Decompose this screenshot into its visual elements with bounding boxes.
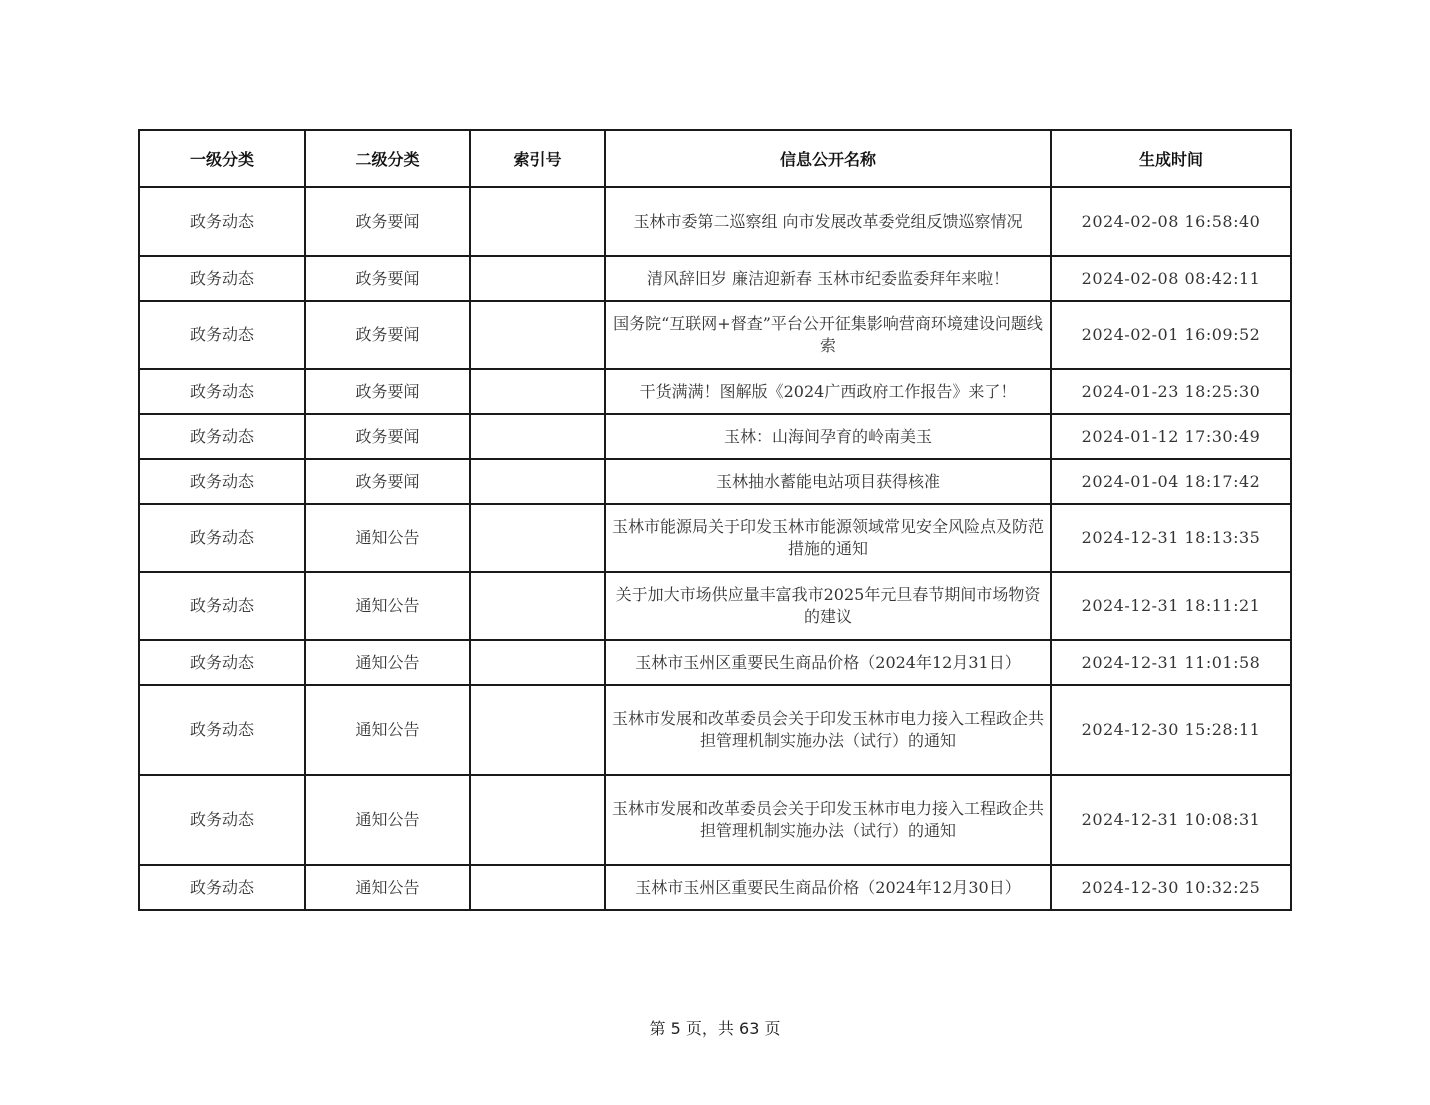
table-row [139,775,1291,865]
cell-category-1: 政务动态 [139,459,305,504]
cell-index-number [470,256,605,301]
cell-category-2: 通知公告 [305,504,470,572]
current-page-number: 5 [670,1019,681,1038]
footer-prefix: 第 [649,1019,666,1038]
cell-category-1: 政务动态 [139,504,305,572]
cell-category-2: 通知公告 [305,865,470,910]
table-row [139,187,1291,256]
cell-disclosure-title: 关于加大市场供应量丰富我市2025年元旦春节期间市场物资的建议 [605,572,1051,640]
table-row [139,459,1291,504]
cell-created-time: 2024-12-31 18:11:21 [1051,572,1291,640]
cell-created-time: 2024-02-08 08:42:11 [1051,256,1291,301]
cell-created-time: 2024-12-30 15:28:11 [1051,685,1291,775]
cell-category-1: 政务动态 [139,775,305,865]
cell-created-time: 2024-01-12 17:30:49 [1051,414,1291,459]
table-row [139,572,1291,640]
cell-category-2: 通知公告 [305,685,470,775]
cell-index-number [470,865,605,910]
cell-category-1: 政务动态 [139,685,305,775]
info-disclosure-table [138,129,1292,911]
cell-category-2: 政务要闻 [305,256,470,301]
header-category-2: 二级分类 [305,130,470,187]
cell-category-1: 政务动态 [139,187,305,256]
cell-created-time: 2024-01-23 18:25:30 [1051,369,1291,414]
header-index-number: 索引号 [470,130,605,187]
cell-disclosure-title: 玉林抽水蓄能电站项目获得核准 [605,459,1051,504]
cell-category-1: 政务动态 [139,640,305,685]
table-row [139,369,1291,414]
cell-created-time: 2024-02-08 16:58:40 [1051,187,1291,256]
cell-index-number [470,775,605,865]
cell-category-2: 政务要闻 [305,459,470,504]
cell-index-number [470,459,605,504]
cell-category-1: 政务动态 [139,572,305,640]
cell-index-number [470,504,605,572]
cell-disclosure-title: 玉林市能源局关于印发玉林市能源领域常见安全风险点及防范措施的通知 [605,504,1051,572]
cell-category-2: 通知公告 [305,572,470,640]
cell-created-time: 2024-12-31 10:08:31 [1051,775,1291,865]
header-disclosure-title: 信息公开名称 [605,130,1051,187]
cell-category-2: 政务要闻 [305,414,470,459]
cell-index-number [470,640,605,685]
table-row [139,301,1291,369]
cell-category-2: 通知公告 [305,640,470,685]
table-row [139,256,1291,301]
cell-disclosure-title: 玉林：山海间孕育的岭南美玉 [605,414,1051,459]
cell-disclosure-title: 玉林市发展和改革委员会关于印发玉林市电力接入工程政企共担管理机制实施办法（试行）的通知 [605,685,1051,775]
cell-index-number [470,369,605,414]
cell-created-time: 2024-12-30 10:32:25 [1051,865,1291,910]
cell-category-2: 政务要闻 [305,369,470,414]
cell-index-number [470,414,605,459]
cell-index-number [470,685,605,775]
cell-disclosure-title: 国务院“互联网+督查”平台公开征集影响营商环境建设问题线索 [605,301,1051,369]
cell-category-2: 政务要闻 [305,187,470,256]
cell-disclosure-title: 清风辞旧岁 廉洁迎新春 玉林市纪委监委拜年来啦！ [605,256,1051,301]
cell-disclosure-title: 玉林市玉州区重要民生商品价格（2024年12月31日） [605,640,1051,685]
cell-created-time: 2024-12-31 11:01:58 [1051,640,1291,685]
cell-category-2: 政务要闻 [305,301,470,369]
cell-created-time: 2024-12-31 18:13:35 [1051,504,1291,572]
footer-suffix: 页 [764,1019,781,1038]
table-row [139,414,1291,459]
cell-category-1: 政务动态 [139,414,305,459]
table-header-row [139,130,1291,187]
table-row [139,685,1291,775]
cell-category-1: 政务动态 [139,301,305,369]
cell-category-2: 通知公告 [305,775,470,865]
cell-created-time: 2024-01-04 18:17:42 [1051,459,1291,504]
table-row [139,640,1291,685]
cell-disclosure-title: 玉林市委第二巡察组 向市发展改革委党组反馈巡察情况 [605,187,1051,256]
cell-category-1: 政务动态 [139,865,305,910]
table-body [139,187,1291,910]
header-created-time: 生成时间 [1051,130,1291,187]
cell-disclosure-title: 玉林市玉州区重要民生商品价格（2024年12月30日） [605,865,1051,910]
cell-disclosure-title: 干货满满！图解版《2024广西政府工作报告》来了！ [605,369,1051,414]
cell-created-time: 2024-02-01 16:09:52 [1051,301,1291,369]
cell-disclosure-title: 玉林市发展和改革委员会关于印发玉林市电力接入工程政企共担管理机制实施办法（试行）的通知 [605,775,1051,865]
total-page-count: 63 [739,1019,760,1038]
cell-category-1: 政务动态 [139,369,305,414]
table-row [139,865,1291,910]
cell-index-number [470,187,605,256]
header-category-1: 一级分类 [139,130,305,187]
cell-index-number [470,572,605,640]
table-row [139,504,1291,572]
page-footer [0,1016,1430,1039]
footer-middle: 页，共 [685,1019,734,1038]
cell-category-1: 政务动态 [139,256,305,301]
cell-index-number [470,301,605,369]
